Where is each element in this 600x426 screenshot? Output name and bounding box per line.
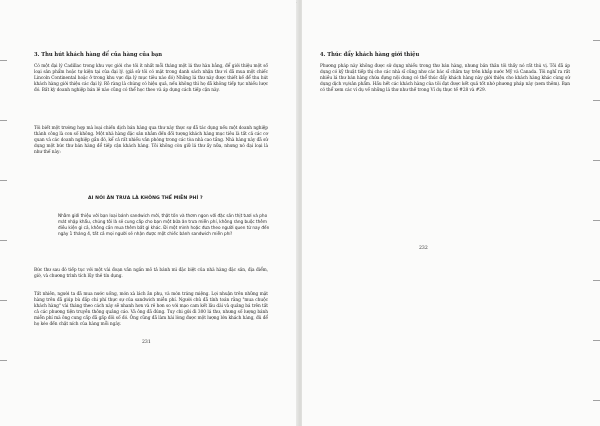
left-section-heading: 3. Thu hút khách hàng để của hàng của bạn	[34, 52, 163, 58]
right-page	[302, 0, 600, 426]
left-paragraph-3: Bức thư sau đó tiếp tục với một vài đoạn văn ngắn mô tả bánh mì đặc biệt của nhà hàng đặc sản, địa điểm, giờ, và chương trình tích lũy thẻ tín dụng.	[34, 268, 268, 280]
box-text: Nhằm giới thiệu với bạn loại bánh sandwich mới, thật tốn và thơm ngon với đặc sản thịt tươi và pho mát nhập khẩu, chúng tôi là sẽ cung cấp cho bạn một bữa ăn trưa miễn phí, không ràng buộc thêm điều kiện gì cả, không cần mua thêm bất gì khác. Đi một mình hoặc đưa theo người quen từ nay đến ngày 1 tháng 4, tất cả mọi người sẽ nhận được một chiếc bánh sandwich miễn phí!	[58, 213, 270, 237]
right-section-heading: 4. Thúc đẩy khách hàng giới thiệu	[320, 52, 420, 58]
right-edge-marks	[590, 0, 600, 426]
left-paragraph-4: Tất nhiên, người ta đã mua nước uống, món xà lách ăn phụ, và món tráng miệng. Lợi nhuận trên những mặt hàng trên đã giúp bù đắp chi phí thực sự của sandwich miễn phí. Người chủ đã tính toán rằng "mua chuộc khách hàng" vài tháng theo cách này sẽ nhanh hơn và rẻ hơn so với mạo cam kết lâu dài và quảng bá trên tất cả các phương tiện truyền thông quảng cáo. Và ông đã đúng. Tuy chi gửi đi 300 lá thư, nhưng số lượng bánh miễn phí mà ông cung cấp đã gấp đôi số đó. Ông cũng đã làm hài lòng được một lượng lớn khách hàng, đủ để họ kéo đến chật ních của hàng mỗi ngày.	[34, 292, 268, 328]
left-edge-marks	[0, 0, 10, 426]
left-page-number: 231	[142, 340, 151, 345]
left-page	[0, 0, 298, 426]
box-title: AI NÓI ĂN TRƯA LÀ KHÔNG THỂ MIỄN PHÍ ?	[88, 196, 203, 201]
right-paragraph-1: Phương pháp này không được sử dụng nhiều trong thư bán hàng, nhưng bản thân tôi thấy nó rất thú vị. Tôi đã áp dụng có kỹ thuật tiếp thị cho các nhà sĩ cũng như các bác sĩ chăm tay trên khắp nước Mỹ và Canada. Tôi nghĩ ra rất nhiều lá thư bán hàng chứa đựng nội dung có thể thúc đẩy khách hàng này giới thiệu cho khách hàng khác cùng sử dụng dịch vụ/sản phẩm. Hầu hết các khách hàng của tôi đạt được kết quả tốt nhờ phương pháp này (xem thêm). Bạn có thể xem các ví dụ về những lá thư như thế trong Ví dụ thực tế #28 và #29.	[320, 64, 570, 94]
left-paragraph-2: Tôi biết một trường hợp mà loại chiến dịch bán hàng qua thư này thực sự đã tác dụng nếu một doanh nghiệp thành công là con số không. Một nhà hàng đặc sản nhằm đến đối tượng khách hàng mục tiêu là tất cả các cơ quan và các doanh nghiệp gần đó, kể cả rất nhiều văn phòng trong các tòa nhà cao tầng. Nhà hàng này đã sử dụng một bức thư bán hàng để tiếp cận khách hàng. Tôi không còn giữ lá thư ấy nữa, nhưng nó đại loại là như thế này:	[34, 126, 268, 156]
right-page-number: 232	[419, 246, 428, 251]
smudge-mark: ·	[296, 0, 298, 5]
left-paragraph-1: Có một đại lý Cadillac trong khu vực giới cho tôi ít nhất mỗi tháng một lá thư hàn bằng, để giới thiệu một số loại sản phẩm hoặc tự kiện tại của đại lý. (giả sử tôi có mặt trong danh sách nhận thư vì đã mua một chiếc Lincoln Continental hoặc ở trong khu vực địa lý mục tiêu nào đó) Những lá thư này được thiết kế để thu hút khách hàng giới thiệu các đại lý. Rõ ràng là chúng có hiệu quả, nếu không thì họ đã không tiếp tục nhiều lược đó. Bất kỳ doanh nghiệp bán lẻ nào cũng có thể học theo và áp dụng cách tiếp cận này.	[34, 64, 268, 94]
